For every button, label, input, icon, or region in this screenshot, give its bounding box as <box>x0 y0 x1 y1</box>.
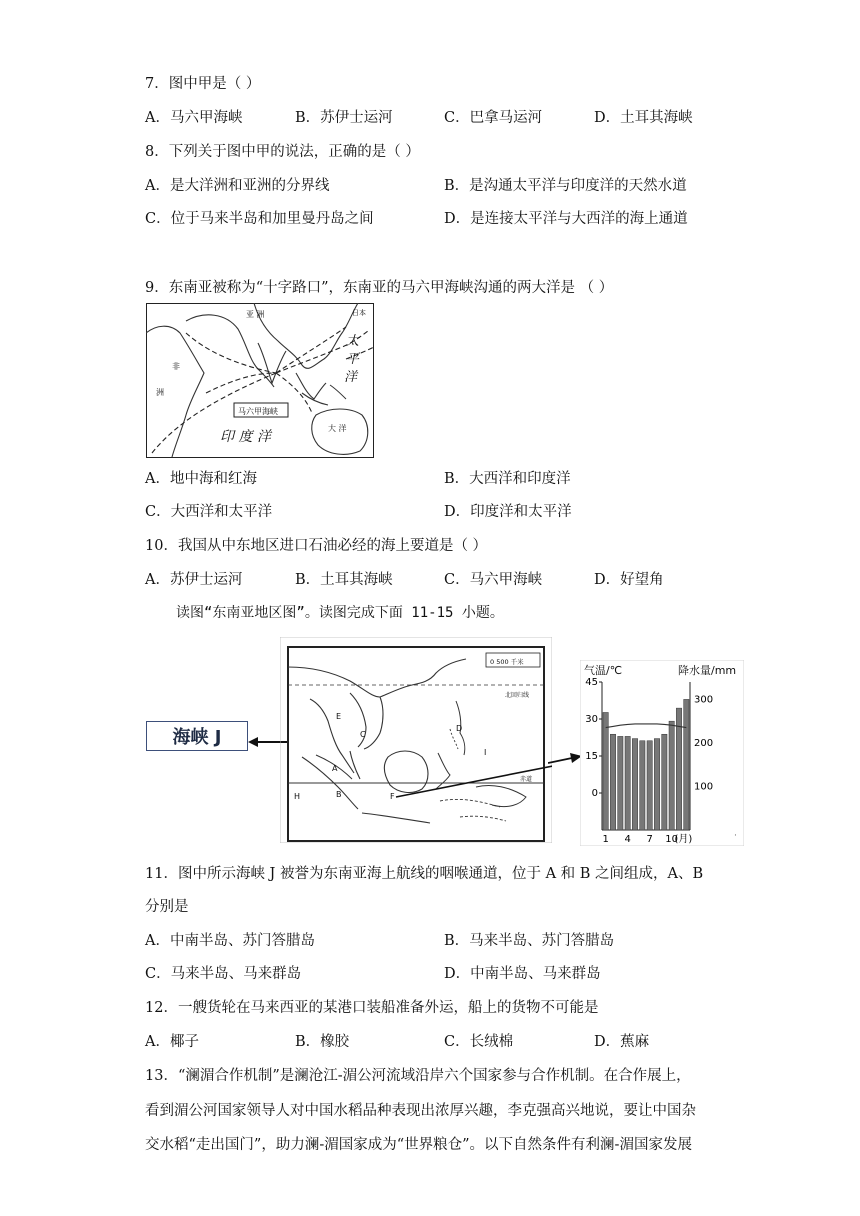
precip-tick-label: 300 <box>694 694 714 706</box>
q10-option-d: D．好望角 <box>594 572 664 588</box>
q12-option-d: D．蕉麻 <box>594 1034 650 1050</box>
month-tick-label: (月) <box>674 834 693 845</box>
precip-tick-label: 100 <box>694 781 714 793</box>
q10-option-a: A．苏伊士运河 <box>145 572 243 588</box>
q9-option-c: C．大西洋和太平洋 <box>145 504 273 520</box>
question-11-stem-line1: 11．图中所示海峡 J 被誉为东南亚海上航线的咽喉通道，位于 A 和 B 之间组成，A、B <box>145 866 704 882</box>
question-7-stem: 7．图中甲是（ ） <box>145 76 261 92</box>
map-letter-d: D <box>456 724 463 733</box>
precip-bar <box>618 736 623 830</box>
temp-tick-label: 15 <box>585 751 598 762</box>
q9-option-d: D．印度洋和太平洋 <box>444 504 572 520</box>
question-8-stem: 8．下列关于图中甲的说法，正确的是（ ） <box>145 144 420 160</box>
q7-option-a: A．马六甲海峡 <box>145 110 243 126</box>
q12-option-c: C．长绒棉 <box>444 1034 514 1050</box>
q8-option-a: A．是大洋洲和亚洲的分界线 <box>145 178 330 194</box>
chart-edge-mark: · <box>734 831 737 841</box>
precip-bar <box>662 734 667 830</box>
month-tick-label: 7 <box>646 834 653 845</box>
question-12-stem: 12．一艘货轮在马来西亚的某港口装船准备外运，船上的货物不可能是 <box>145 1000 599 1016</box>
precip-bar <box>610 734 615 830</box>
q10-option-c: C．马六甲海峡 <box>444 572 543 588</box>
map-label-pacific-1: 太 <box>346 334 360 349</box>
equator-label: 赤道 <box>520 776 533 783</box>
map-label-japan: 日本 <box>352 309 366 317</box>
q12-option-b: B．橡胶 <box>295 1034 350 1050</box>
q8-option-c: C．位于马来半岛和加里曼丹岛之间 <box>145 211 374 227</box>
precip-tick-label: 200 <box>694 737 714 749</box>
map-letter-a: A <box>332 764 338 773</box>
precip-bar <box>684 699 689 830</box>
temp-tick-label: 30 <box>585 714 598 725</box>
month-tick-label: 1 <box>602 834 609 845</box>
southeast-asia-map <box>280 637 552 843</box>
question-13-line3: 交水稻“走出国门”，助力澜-湄国家成为“世界粮仓”。以下自然条件有利澜-湄国家发展 <box>145 1137 692 1153</box>
climate-chart <box>580 660 744 846</box>
map-letter-i: I <box>484 748 487 757</box>
question-13-line1: 13．“澜湄合作机制”是澜沧江-湄公河流域沿岸六个国家参与合作机制。在合作展上， <box>145 1068 691 1084</box>
map-letter-c: C <box>360 730 366 739</box>
precip-bar <box>625 736 630 830</box>
q9-option-a: A．地中海和红海 <box>145 471 257 487</box>
reading-intro: 读图“东南亚地区图”。读图完成下面 11-15 小题。 <box>176 605 504 621</box>
q11-option-b: B．马来半岛、苏门答腊岛 <box>444 933 615 949</box>
question-9-stem: 9．东南亚被称为“十字路口”，东南亚的马六甲海峡沟通的两大洋是 （ ） <box>145 280 614 296</box>
precip-bar <box>603 712 608 830</box>
q8-option-d: D．是连接太平洋与大西洋的海上通道 <box>444 211 688 227</box>
map-label-malacca: 马六甲海峡 <box>238 407 278 416</box>
map-label-africa-2: 洲 <box>156 388 164 397</box>
strait-j-label: 海峡 J <box>146 721 248 751</box>
q10-option-b: B．土耳其海峡 <box>295 572 393 588</box>
map-label-oceania: 大 洋 <box>328 424 347 433</box>
q9-option-b: B．大西洋和印度洋 <box>444 471 571 487</box>
q7-option-d: D．土耳其海峡 <box>594 110 693 126</box>
arrow-to-chart-icon <box>548 752 584 768</box>
temp-axis-label: 气温/℃ <box>584 664 623 677</box>
q11-option-d: D．中南半岛、马来群岛 <box>444 966 601 982</box>
q11-option-a: A．中南半岛、苏门答腊岛 <box>145 933 315 949</box>
month-tick-label: 4 <box>624 834 631 845</box>
precip-axis-label: 降水量/mm <box>678 664 737 677</box>
question-10-stem: 10．我国从中东地区进口石油必经的海上要道是（ ） <box>145 538 488 554</box>
map-label-pacific-3: 洋 <box>344 370 358 385</box>
q12-option-a: A．椰子 <box>145 1034 199 1050</box>
map-label-indian-ocean: 印 度 洋 <box>220 429 271 445</box>
shipping-route-map <box>146 303 374 458</box>
map-label-africa-1: 非 <box>172 362 180 371</box>
map-label-asia: 亚 洲 <box>246 310 265 319</box>
tropic-label: 北回归线 <box>505 692 530 699</box>
precip-bar <box>632 739 637 830</box>
map-label-pacific-2: 平 <box>346 352 360 367</box>
question-11-stem-line2: 分别是 <box>145 899 189 915</box>
precip-bar <box>669 721 674 830</box>
map-letter-h: H <box>294 792 301 801</box>
q11-option-c: C．马来半岛、马来群岛 <box>145 966 302 982</box>
map-scale: 0 500 千米 <box>490 658 524 666</box>
temp-tick-label: 45 <box>585 677 598 688</box>
q7-option-b: B．苏伊士运河 <box>295 110 393 126</box>
month-tick-label: 10 <box>665 834 679 845</box>
question-13-line2: 看到湄公河国家领导人对中国水稻品种表现出浓厚兴趣，李克强高兴地说，要让中国杂 <box>145 1103 696 1119</box>
precip-bar <box>640 741 645 830</box>
map-letter-b: B <box>336 790 342 799</box>
q8-option-b: B．是沟通太平洋与印度洋的天然水道 <box>444 178 687 194</box>
map-letter-f: F <box>390 792 395 801</box>
temp-tick-label: 0 <box>591 788 598 799</box>
precip-bar <box>647 741 652 830</box>
map-letter-e: E <box>336 712 342 721</box>
precip-bar <box>654 739 659 830</box>
q7-option-c: C．巴拿马运河 <box>444 110 543 126</box>
